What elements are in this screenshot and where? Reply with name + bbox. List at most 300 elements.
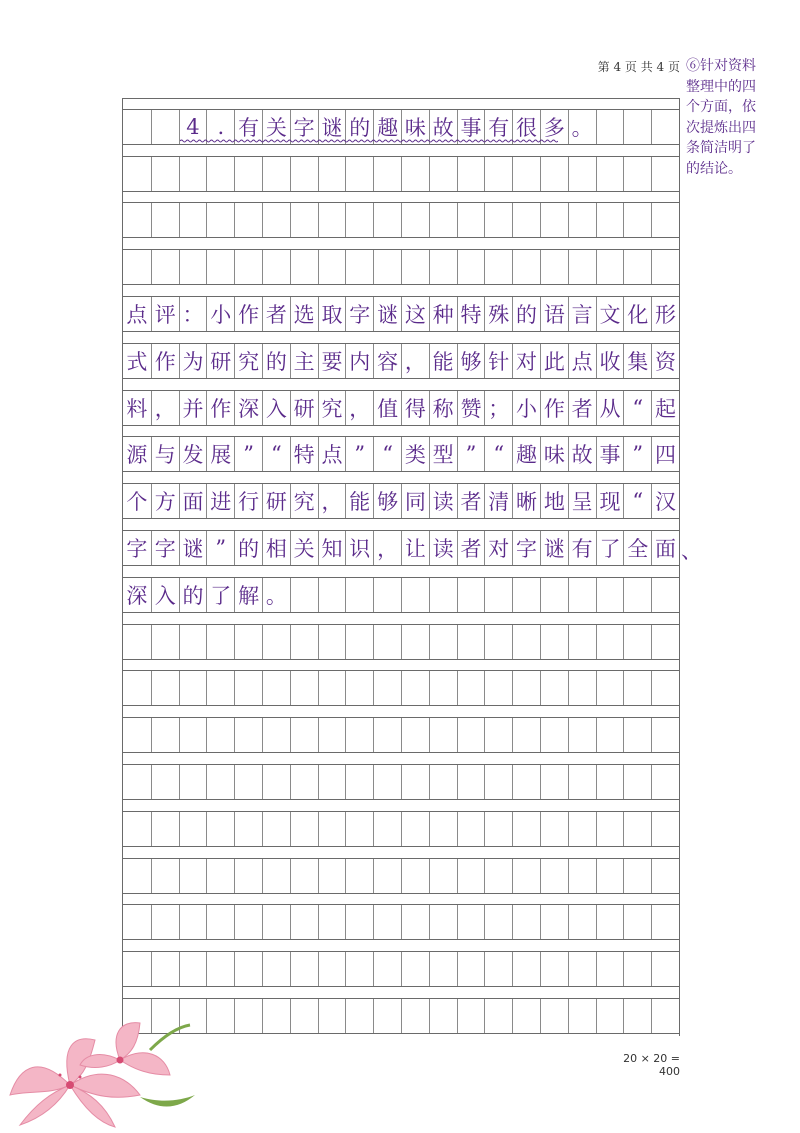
grid-cell: 特 xyxy=(457,297,485,331)
grid-cell xyxy=(623,765,651,799)
grid-cell xyxy=(457,578,485,612)
grid-cell: 资 xyxy=(651,344,679,378)
grid-cell xyxy=(457,859,485,893)
grid-cell xyxy=(345,625,373,659)
grid-cell xyxy=(540,905,568,939)
grid-cell xyxy=(401,250,429,284)
grid-cell xyxy=(318,952,346,986)
grid-cell xyxy=(318,578,346,612)
grid-cell xyxy=(623,952,651,986)
grid-cell xyxy=(484,625,512,659)
grid-cell xyxy=(179,905,207,939)
grid-cell xyxy=(623,157,651,191)
grid-cell xyxy=(206,999,234,1033)
grid-cell xyxy=(596,859,624,893)
grid-cell: ” xyxy=(234,437,262,471)
grid-cell xyxy=(623,250,651,284)
grid-cell xyxy=(318,765,346,799)
grid-cell xyxy=(651,905,679,939)
grid-cell: 为 xyxy=(179,344,207,378)
grid-cell xyxy=(151,250,179,284)
grid-cell xyxy=(401,718,429,752)
grid-cell xyxy=(484,718,512,752)
grid-cell xyxy=(540,157,568,191)
grid-cell: 读 xyxy=(429,484,457,518)
grid-cell: 这 xyxy=(401,297,429,331)
grid-cell xyxy=(373,578,401,612)
grid-cell: 作 xyxy=(234,297,262,331)
grid-cell xyxy=(623,203,651,237)
grid-cell xyxy=(457,625,485,659)
grid-cell: 有 xyxy=(484,110,512,144)
grid-cell xyxy=(596,765,624,799)
grid-cell xyxy=(345,952,373,986)
grid-cell: 能 xyxy=(345,484,373,518)
grid-cell xyxy=(373,203,401,237)
grid-cell xyxy=(373,671,401,705)
grid-cell xyxy=(373,765,401,799)
grid-cell xyxy=(206,952,234,986)
grid-cell xyxy=(123,859,151,893)
grid-cell: . xyxy=(206,110,234,144)
grid-cell xyxy=(596,157,624,191)
grid-cell: 谜 xyxy=(540,531,568,565)
grid-row xyxy=(123,624,679,660)
grid-cell: 的 xyxy=(179,578,207,612)
grid-cell xyxy=(262,999,290,1033)
grid-cell xyxy=(429,859,457,893)
grid-cell: 趣 xyxy=(373,110,401,144)
grid-cell: ” xyxy=(623,437,651,471)
grid-cell xyxy=(151,203,179,237)
grid-cell: 够 xyxy=(373,484,401,518)
grid-cell xyxy=(457,250,485,284)
grid-cell xyxy=(651,765,679,799)
grid-cell xyxy=(568,999,596,1033)
grid-row xyxy=(123,764,679,800)
grid-cell xyxy=(457,999,485,1033)
grid-cell xyxy=(596,203,624,237)
grid-cell xyxy=(540,999,568,1033)
grid-cell: 事 xyxy=(457,110,485,144)
grid-cell xyxy=(457,952,485,986)
grid-cell xyxy=(512,157,540,191)
grid-cell: 故 xyxy=(568,437,596,471)
grid-cell xyxy=(234,905,262,939)
grid-cell: 容 xyxy=(373,344,401,378)
grid-cell: 从 xyxy=(596,391,624,425)
grid-cell: 展 xyxy=(206,437,234,471)
grid-cell: 。 xyxy=(262,578,290,612)
grid-cell xyxy=(179,157,207,191)
grid-cell xyxy=(123,110,151,144)
grid-cell: 的 xyxy=(234,531,262,565)
grid-cell xyxy=(429,250,457,284)
grid-cell: ： xyxy=(179,297,207,331)
grid-cell xyxy=(290,625,318,659)
grid-row xyxy=(123,296,679,332)
grid-cell xyxy=(512,578,540,612)
grid-cell xyxy=(234,859,262,893)
grid-cell xyxy=(651,812,679,846)
grid-cell: 个 xyxy=(126,490,148,515)
grid-cell: 四 xyxy=(651,437,679,471)
grid-cell: 有 xyxy=(568,531,596,565)
lily-flower-decoration xyxy=(0,1005,200,1133)
grid-row xyxy=(123,436,679,472)
grid-cell: 点 xyxy=(568,344,596,378)
side-annotation-line: ⑥针对资料 xyxy=(686,58,756,74)
grid-cell xyxy=(457,671,485,705)
grid-cell: 源 xyxy=(126,443,148,468)
grid-cell xyxy=(512,625,540,659)
grid-cell xyxy=(151,952,179,986)
grid-cell xyxy=(318,250,346,284)
grid-cell xyxy=(651,110,679,144)
grid-cell xyxy=(401,671,429,705)
grid-cell xyxy=(568,250,596,284)
grid-cell: 称 xyxy=(429,391,457,425)
grid-cell xyxy=(318,157,346,191)
grid-cell xyxy=(290,671,318,705)
grid-cell: 晰 xyxy=(512,484,540,518)
grid-cell xyxy=(318,859,346,893)
grid-cell xyxy=(262,952,290,986)
grid-cell xyxy=(373,859,401,893)
grid-cell xyxy=(234,999,262,1033)
grid-cell xyxy=(568,671,596,705)
grid-cell xyxy=(568,812,596,846)
grid-cell xyxy=(179,718,207,752)
grid-cell xyxy=(179,812,207,846)
grid-cell: 关 xyxy=(290,531,318,565)
grid-cell xyxy=(373,718,401,752)
grid-cell xyxy=(123,157,151,191)
grid-cell xyxy=(151,625,179,659)
grid-cell: 收 xyxy=(596,344,624,378)
grid-cell xyxy=(596,671,624,705)
grid-cell xyxy=(484,671,512,705)
grid-cell xyxy=(651,250,679,284)
grid-cell xyxy=(151,812,179,846)
grid-cell: 能 xyxy=(429,344,457,378)
grid-cell xyxy=(290,952,318,986)
wavy-underline xyxy=(180,139,558,143)
grid-cell xyxy=(568,765,596,799)
grid-cell xyxy=(484,250,512,284)
grid-cell: 得 xyxy=(401,391,429,425)
grid-cell xyxy=(401,952,429,986)
grid-cell xyxy=(179,203,207,237)
grid-cell: 故 xyxy=(429,110,457,144)
grid-cell xyxy=(623,718,651,752)
grid-cell xyxy=(623,905,651,939)
grid-cell xyxy=(401,578,429,612)
grid-cell xyxy=(429,578,457,612)
grid-cell xyxy=(123,718,151,752)
grid-cell: 4 xyxy=(179,110,207,144)
grid-cell: 要 xyxy=(318,344,346,378)
grid-cell xyxy=(457,905,485,939)
grid-cell xyxy=(179,765,207,799)
grid-cell xyxy=(206,765,234,799)
grid-cell: ， xyxy=(401,344,429,378)
grid-cell xyxy=(596,905,624,939)
grid-cell: “ xyxy=(373,437,401,471)
grid-cell: 此 xyxy=(540,344,568,378)
grid-cell xyxy=(151,765,179,799)
grid-cell xyxy=(651,578,679,612)
grid-cell xyxy=(151,157,179,191)
grid-cell xyxy=(234,157,262,191)
grid-cell xyxy=(345,859,373,893)
grid-cell xyxy=(596,250,624,284)
grid-cell xyxy=(234,203,262,237)
grid-cell: 味 xyxy=(540,437,568,471)
grid-cell: 形 xyxy=(651,297,679,331)
grid-cell: 选 xyxy=(290,297,318,331)
grid-row xyxy=(123,156,679,192)
grid-cell: 同 xyxy=(401,484,429,518)
grid-cell xyxy=(457,812,485,846)
grid-row xyxy=(123,530,702,566)
grid-cell xyxy=(540,812,568,846)
grid-cell xyxy=(484,999,512,1033)
grid-cell xyxy=(484,578,512,612)
grid-cell xyxy=(596,952,624,986)
grid-cell: 知 xyxy=(318,531,346,565)
grid-cell xyxy=(596,578,624,612)
grid-cell xyxy=(206,859,234,893)
grid-cell xyxy=(512,203,540,237)
grid-cell xyxy=(373,905,401,939)
grid-cell: 特 xyxy=(290,437,318,471)
grid-cell: 言 xyxy=(568,297,596,331)
grid-cell: 赞 xyxy=(457,391,485,425)
grid-cell xyxy=(651,952,679,986)
grid-cell: 相 xyxy=(262,531,290,565)
grid-cell xyxy=(623,812,651,846)
grid-cell xyxy=(123,952,151,986)
grid-cell xyxy=(429,157,457,191)
grid-cell xyxy=(623,625,651,659)
grid-cell xyxy=(345,250,373,284)
grid-cell xyxy=(151,859,179,893)
grid-cell xyxy=(429,999,457,1033)
grid-cell xyxy=(262,671,290,705)
grid-cell: 面 xyxy=(651,531,679,565)
grid-cell xyxy=(345,203,373,237)
grid-cell xyxy=(179,625,207,659)
grid-cell: “ xyxy=(484,437,512,471)
grid-cell xyxy=(290,905,318,939)
grid-cell: 了 xyxy=(596,531,624,565)
grid-cell xyxy=(318,203,346,237)
grid-cell: 深 xyxy=(126,583,148,608)
grid-cell xyxy=(290,999,318,1033)
grid-cell: 者 xyxy=(568,391,596,425)
grid-cell xyxy=(401,999,429,1033)
grid-cell: “ xyxy=(623,391,651,425)
grid-cell xyxy=(484,859,512,893)
grid-cell xyxy=(262,765,290,799)
grid-cell: 。 xyxy=(568,110,596,144)
grid-cell: 谜 xyxy=(373,297,401,331)
grid-cell: 值 xyxy=(373,391,401,425)
grid-cell xyxy=(429,625,457,659)
grid-cell xyxy=(179,671,207,705)
grid-cell xyxy=(568,203,596,237)
grid-cell xyxy=(373,952,401,986)
grid-cell xyxy=(290,157,318,191)
grid-cell xyxy=(401,203,429,237)
grid-cell xyxy=(234,671,262,705)
grid-cell xyxy=(429,905,457,939)
grid-cell xyxy=(290,203,318,237)
grid-cell xyxy=(457,765,485,799)
grid-cell: 全 xyxy=(623,531,651,565)
grid-cell: 小 xyxy=(512,391,540,425)
grid-cell: 类 xyxy=(401,437,429,471)
grid-cell: 取 xyxy=(318,297,346,331)
grid-cell xyxy=(262,250,290,284)
grid-cell xyxy=(123,812,151,846)
grid-cell xyxy=(179,859,207,893)
grid-cell: 字 xyxy=(512,531,540,565)
grid-cell: ” xyxy=(206,531,234,565)
grid-cell xyxy=(290,718,318,752)
grid-cell: 究 xyxy=(234,344,262,378)
grid-cell: 语 xyxy=(540,297,568,331)
grid-cell: 字 xyxy=(290,110,318,144)
grid-cell: 进 xyxy=(206,484,234,518)
grid-cell xyxy=(262,157,290,191)
grid-cell xyxy=(290,578,318,612)
grid-cell xyxy=(623,859,651,893)
grid-cell xyxy=(345,718,373,752)
grid-cell xyxy=(151,671,179,705)
grid-cell xyxy=(318,999,346,1033)
grid-cell: 方 xyxy=(151,484,179,518)
grid-cell xyxy=(123,905,151,939)
grid-cell: 化 xyxy=(623,297,651,331)
grid-cell xyxy=(568,718,596,752)
side-annotation-line: 整理中的四 xyxy=(686,78,756,95)
grid-cell xyxy=(206,203,234,237)
grid-cell: 发 xyxy=(179,437,207,471)
grid-cell: 作 xyxy=(151,344,179,378)
grid-cell xyxy=(234,952,262,986)
grid-cell xyxy=(596,718,624,752)
grid-cell xyxy=(401,157,429,191)
grid-cell: 现 xyxy=(596,484,624,518)
grid-cell xyxy=(596,812,624,846)
grid-cell xyxy=(540,203,568,237)
grid-cell xyxy=(457,718,485,752)
grid-cell: 的 xyxy=(512,297,540,331)
grid-cell: 研 xyxy=(290,391,318,425)
grid-cell: 让 xyxy=(401,531,429,565)
grid-cell xyxy=(540,250,568,284)
grid-cell xyxy=(318,671,346,705)
grid-cell: 字 xyxy=(126,537,148,561)
grid-cell xyxy=(373,157,401,191)
grid-cell: 字 xyxy=(151,531,179,565)
grid-cell xyxy=(401,905,429,939)
grid-cell: ， xyxy=(318,484,346,518)
grid-cell xyxy=(373,999,401,1033)
grid-row xyxy=(123,109,679,145)
grid-cell: 地 xyxy=(540,484,568,518)
grid-cell xyxy=(151,718,179,752)
grid-cell: 内 xyxy=(345,344,373,378)
grid-cell: 者 xyxy=(457,531,485,565)
grid-cell: 并 xyxy=(179,391,207,425)
grid-cell: 够 xyxy=(457,344,485,378)
overflow-punctuation: 、 xyxy=(681,539,702,563)
grid-cell xyxy=(345,671,373,705)
manuscript-grid xyxy=(122,98,702,1036)
grid-cell xyxy=(345,812,373,846)
side-annotation-line: 的结论。 xyxy=(686,160,742,177)
grid-cell xyxy=(484,952,512,986)
grid-row xyxy=(123,390,679,426)
grid-cell xyxy=(206,718,234,752)
grid-cell xyxy=(512,250,540,284)
grid-cell xyxy=(512,999,540,1033)
grid-cell xyxy=(179,952,207,986)
grid-cell xyxy=(651,671,679,705)
grid-cell xyxy=(623,671,651,705)
grid-cell: 料 xyxy=(126,396,148,421)
grid-cell: 集 xyxy=(623,344,651,378)
grid-cell xyxy=(401,859,429,893)
grid-cell xyxy=(262,812,290,846)
grid-cell: 型 xyxy=(429,437,457,471)
grid-cell xyxy=(512,718,540,752)
grid-row xyxy=(123,577,679,613)
grid-cell: 者 xyxy=(457,484,485,518)
grid-cell xyxy=(540,625,568,659)
grid-cell xyxy=(568,952,596,986)
grid-cell xyxy=(484,765,512,799)
grid-row xyxy=(123,249,679,285)
grid-cell: 研 xyxy=(262,484,290,518)
grid-cell xyxy=(123,203,151,237)
grid-cell: 究 xyxy=(290,484,318,518)
grid-cell xyxy=(373,250,401,284)
grid-cell xyxy=(596,110,624,144)
grid-cell xyxy=(540,718,568,752)
grid-cell xyxy=(234,625,262,659)
grid-row xyxy=(123,904,679,940)
grid-row xyxy=(123,670,679,706)
grid-cell: 汉 xyxy=(651,484,679,518)
grid-cell xyxy=(123,765,151,799)
grid-cell xyxy=(262,859,290,893)
page-number: 第 4 页 共 4 页 xyxy=(597,60,680,74)
grid-cell xyxy=(651,203,679,237)
grid-cell: 行 xyxy=(234,484,262,518)
grid-cell xyxy=(623,110,651,144)
grid-cell xyxy=(290,859,318,893)
grid-cell: 谜 xyxy=(318,110,346,144)
grid-cell xyxy=(540,859,568,893)
grid-cell xyxy=(623,999,651,1033)
grid-gap xyxy=(123,98,679,108)
grid-cell xyxy=(568,157,596,191)
grid-cell xyxy=(345,999,373,1033)
